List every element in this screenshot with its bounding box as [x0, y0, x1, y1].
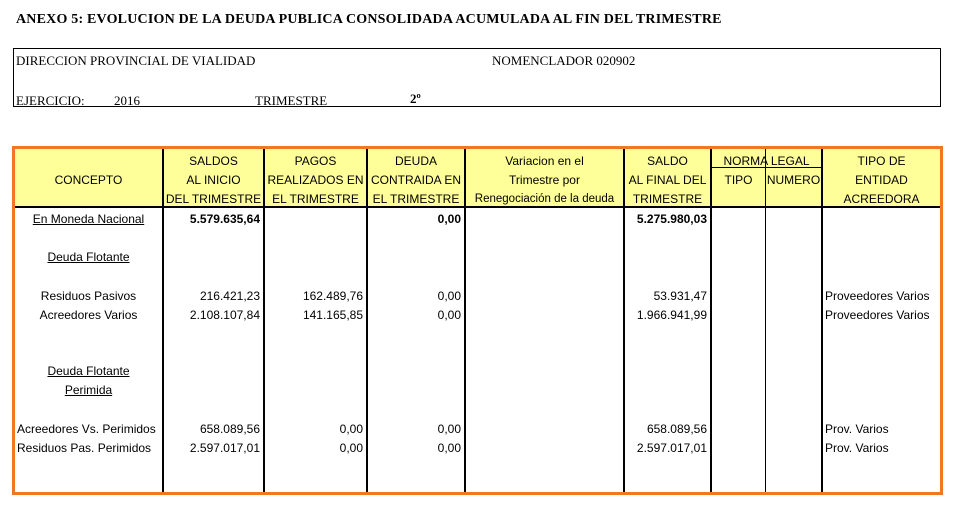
row-residuos-perimidos-concepto: Residuos Pas. Perimidos — [17, 441, 152, 455]
column-divider — [765, 149, 766, 492]
row-residuos-pasivos-deuda: 0,00 — [437, 289, 461, 303]
header-bottom-line — [15, 206, 940, 208]
header-saldo-final-3: TRIMESTRE — [632, 192, 703, 206]
row-acreedores-perimidos-deuda: 0,00 — [437, 422, 461, 436]
section-deuda-flotante: Deuda Flotante — [47, 250, 130, 264]
row-acreedores-varios-acreedor: Proveedores Varios — [825, 308, 930, 322]
row-acreedores-perimidos-acreedor: Prov. Varios — [825, 422, 889, 436]
section-deuda-flotante-perimida-1: Deuda Flotante — [47, 364, 130, 378]
row-acreedores-perimidos-pagos: 0,00 — [339, 422, 363, 436]
header-saldo-final-2: AL FINAL DEL — [628, 173, 707, 187]
header-concepto: CONCEPTO — [54, 173, 123, 187]
row-residuos-pasivos-saldo-final: 53.931,47 — [653, 289, 707, 303]
header-pagos-1: PAGOS — [294, 154, 337, 168]
header-tipo-entidad-1: TIPO DE — [857, 154, 906, 168]
row-residuos-pasivos-saldo-inicio: 216.421,23 — [199, 289, 260, 303]
ejercicio-label: EJERCICIO: — [16, 93, 85, 108]
row-acreedores-perimidos-concepto: Acreedores Vs. Perimidos — [17, 422, 156, 436]
trimestre-value: 2º — [410, 91, 421, 106]
row-residuos-perimidos-acreedor: Prov. Varios — [825, 441, 889, 455]
ejercicio-value: 2016 — [114, 93, 140, 108]
column-divider — [710, 149, 712, 492]
header-deuda-3: EL TRIMESTRE — [372, 192, 460, 206]
header-deuda-2: CONTRAIDA EN — [370, 173, 461, 187]
info-box — [13, 48, 941, 107]
row-residuos-perimidos-pagos: 0,00 — [339, 441, 363, 455]
header-variacion-1: Variacion en el — [505, 154, 584, 168]
row-acreedores-varios-saldo-final: 1.966.941,99 — [636, 308, 707, 322]
header-variacion-2: Trimestre por — [509, 173, 580, 187]
row-residuos-perimidos-deuda: 0,00 — [437, 441, 461, 455]
row-acreedores-perimidos-saldo-final: 658.089,56 — [646, 422, 707, 436]
row-acreedores-varios-pagos: 141.165,85 — [302, 308, 363, 322]
row-residuos-pasivos-pagos: 162.489,76 — [302, 289, 363, 303]
row-residuos-perimidos-saldo-final: 2.597.017,01 — [636, 441, 707, 455]
header-variacion-3: Renegociación de la deuda — [474, 193, 615, 205]
header-pagos-2: REALIZADOS EN — [267, 173, 364, 187]
row-moneda-nacional-saldo-final: 5.275.980,03 — [636, 212, 707, 226]
header-pagos-3: EL TRIMESTRE — [272, 192, 359, 206]
header-saldo-final-1: SALDO — [647, 154, 688, 168]
row-acreedores-varios-deuda: 0,00 — [437, 308, 461, 322]
row-moneda-nacional-concepto: En Moneda Nacional — [32, 212, 145, 226]
header-tipo-entidad-3: ACREEDORA — [843, 192, 920, 206]
trimestre-label: TRIMESTRE — [255, 93, 328, 108]
row-moneda-nacional-deuda: 0,00 — [437, 212, 461, 226]
row-acreedores-perimidos-saldo-inicio: 658.089,56 — [199, 422, 260, 436]
header-norma-legal: NORMA LEGAL — [723, 154, 810, 168]
row-acreedores-varios-saldo-inicio: 2.108.107,84 — [189, 308, 260, 322]
header-tipo: TIPO — [724, 173, 753, 187]
debt-table — [12, 146, 943, 495]
header-numero: NUMERO — [766, 173, 821, 187]
header-saldos-1: SALDOS — [189, 154, 238, 168]
section-deuda-flotante-perimida-2: Perimida — [64, 383, 113, 397]
nomenclador: NOMENCLADOR 020902 — [492, 53, 636, 68]
report-title: ANEXO 5: EVOLUCION DE LA DEUDA PUBLICA CONSOLIDADA ACUMULADA AL FIN DEL TRIMESTRE — [16, 12, 722, 27]
row-moneda-nacional-saldo-inicio: 5.579.635,64 — [189, 212, 260, 226]
row-residuos-pasivos-concepto: Residuos Pasivos — [40, 289, 137, 303]
header-deuda-1: DEUDA — [394, 154, 437, 168]
row-acreedores-varios-concepto: Acreedores Varios — [39, 308, 138, 322]
row-residuos-perimidos-saldo-inicio: 2.597.017,01 — [189, 441, 260, 455]
organismo-name: DIRECCION PROVINCIAL DE VIALIDAD — [16, 53, 256, 68]
header-tipo-entidad-2: ENTIDAD — [855, 173, 908, 187]
header-saldos-2: AL INICIO — [186, 173, 241, 187]
header-saldos-3: DEL TRIMESTRE — [165, 192, 262, 206]
row-residuos-pasivos-acreedor: Proveedores Varios — [825, 289, 930, 303]
